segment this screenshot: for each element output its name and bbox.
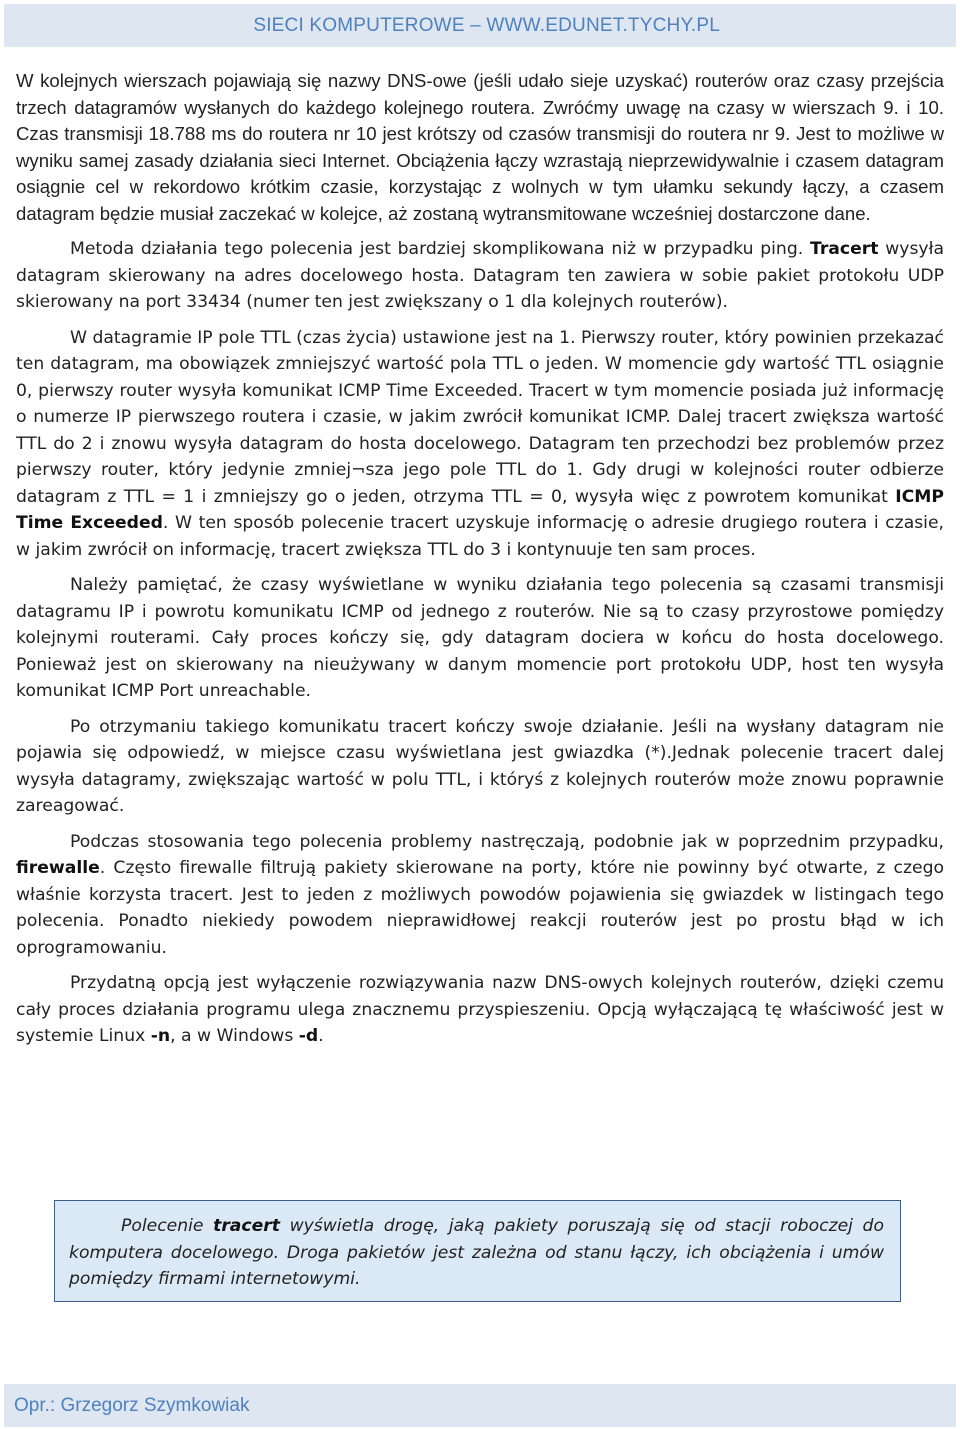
page-header	[4, 4, 956, 47]
note-text	[69, 1213, 884, 1293]
text-segment: wysyła datagram skierowany na adres docelowego hosta. Datagram ten zawiera w sobie pakiet protokołu UDP skierowany na port 33434 (numer ten jest zwiększany o 1 dla kolejnych routerów).	[16, 239, 944, 312]
text-segment: Metoda działania tego polecenia jest bardziej skomplikowana niż w przypadku ping.	[70, 239, 810, 259]
text-segment: Po otrzymaniu takiego komunikatu tracert kończy swoje działanie. Jeśli na wysłany datagram nie pojawia się odpowiedź, w miejsce czasu wyświetlana jest gwiazdka (*).Jednak polecenie tracert dalej wysyła datagramy, zwiększając wartość w polu TTL, i któryś z kolejnych routerów może znowu poprawnie zareagować.	[16, 716, 944, 816]
page-footer	[4, 1384, 956, 1427]
text-segment: wyświetla drogę, jaką pakiety poruszają się od stacji roboczej do komputera docelowego. Droga pakietów jest zależna od stanu łączy, ich obciążenia i umów pomiędzy firmami internetowymi.	[69, 1216, 884, 1289]
text-segment: . Często firewalle filtrują pakiety skierowane na porty, które nie powinny być otwarte, z czego właśnie korzysta tracert. Jest to jeden z możliwych powodów pojawienia się gwiazdek w listingach tego polecenia. Ponadto niekiedy powodem nieprawidłowej reakcji routerów jest po prostu błąd w ich oprogramowaniu.	[16, 858, 944, 958]
text-segment: W kolejnych wierszach pojawiają się nazwy DNS-owe (jeśli udało sieje uzyskać) routerów oraz czasy przejścia trzech datagramów wysłanych do każdego kolejnego routera. Zwróćmy uwagę na czasy w wierszach 9. i 10. Czas transmisji 18.788 ms do routera nr 10 jest krótszy od czasów transmisji do routera nr 9. Jest to możliwe w wyniku samej zasady działania sieci Inter	[16, 70, 944, 171]
paragraph	[16, 829, 944, 962]
text-segment: Należy pamiętać, że czasy wyświetlane w wyniku działania tego polecenia są czasami transmisji datagramu IP i powrotu komunikatu ICMP od jednego z routerów. Nie są to czasy przyrostowe pomiędzy kolejnymi routerami. Cały proces kończy się, gdy datagram dociera w końcu do hosta docelowego. Ponieważ jest on skierowany na nieużywany w danym momencie port protokołu UDP, host ten wysyła komunikat ICMP Port unreachable.	[16, 575, 944, 701]
bold-term: -n	[150, 1026, 171, 1046]
text-segment: .	[318, 1026, 324, 1046]
bold-term: firewalle	[16, 858, 100, 878]
bold-term: -d	[298, 1026, 319, 1046]
document-body	[16, 68, 944, 1059]
header-title: SIECI KOMPUTEROWE – WWW.EDUNET.TYCHY.PL	[253, 15, 720, 36]
paragraph	[16, 714, 944, 820]
text-segment: Przydatną opcją jest wyłączenie rozwiązywania nazw DNS-owych kolejnych routerów, dzięki czemu cały proces działania programu ulega znacznemu przyspieszeniu. Opcją wyłączającą tę właściwość jest w systemie Linux	[16, 973, 944, 1046]
text-segment: , a w Windows	[170, 1026, 299, 1046]
text-segment: Polecenie	[121, 1216, 214, 1236]
text-segment: Podczas stosowania tego polecenia problemy nastręczają, podobnie jak w poprzednim przypadku,	[70, 831, 944, 852]
paragraph	[16, 325, 944, 564]
text-segment: . W ten sposób polecenie tracert uzyskuje informację o adresie drugiego routera i czasie, w jakim zwrócił on informację, tracert zwiększa TTL do 3 i kontynuuje ten sam proces.	[16, 513, 945, 560]
paragraph	[16, 236, 944, 316]
text-segment: W datagramie IP pole TTL (czas życia) ustawione jest na 1. Pierwszy router, który powinien przekazać ten datagram, ma obowiązek zmniejszyć wartość pola TTL o jeden. W momencie gdy wartość TTL osiągnie 0, pierwszy router wysyła komunikat ICMP Time Exceeded. Tracert w tym momencie posiada już informację o numerze IP pierwszego routera i czasie, w jakim zwrócił komunikat ICMP. Dalej tracert zwiększa wartość TTL do 2 i znowu wysyła datagram do hosta docelowego. Datagram ten przechodzi bez problemów przez pierwszy router, który jedynie zmniej¬sza jego pole TTL do 1. Gdy drugi w kolejności router odbierze datagram z TTL = 1 i zmniejszy go o jeden, otrzyma TTL = 0, wysyła więc z powrotem komunikat	[16, 327, 945, 507]
text-segment: net. Obciążenia łączy wzrastają nieprzewidywalnie i czasem datagram osiągnie cel w rekordowo krótkim czasie, korzystając z wolnych w tym ułamku sekundy łączy, a czasem datagram będzie musiał zaczekać w kolejce, aż zostaną wytransmitowane wcześniej dostarczone dane.	[16, 149, 944, 224]
paragraph	[16, 970, 944, 1050]
paragraph	[16, 68, 944, 227]
bold-term: ICMP Time Exceeded	[16, 486, 944, 533]
paragraph	[16, 572, 944, 705]
summary-note-box	[54, 1200, 901, 1302]
bold-term: tracert	[213, 1216, 280, 1236]
footer-author: Opr.: Grzegorz Szymkowiak	[14, 1395, 250, 1416]
bold-term: Tracert	[809, 239, 879, 259]
